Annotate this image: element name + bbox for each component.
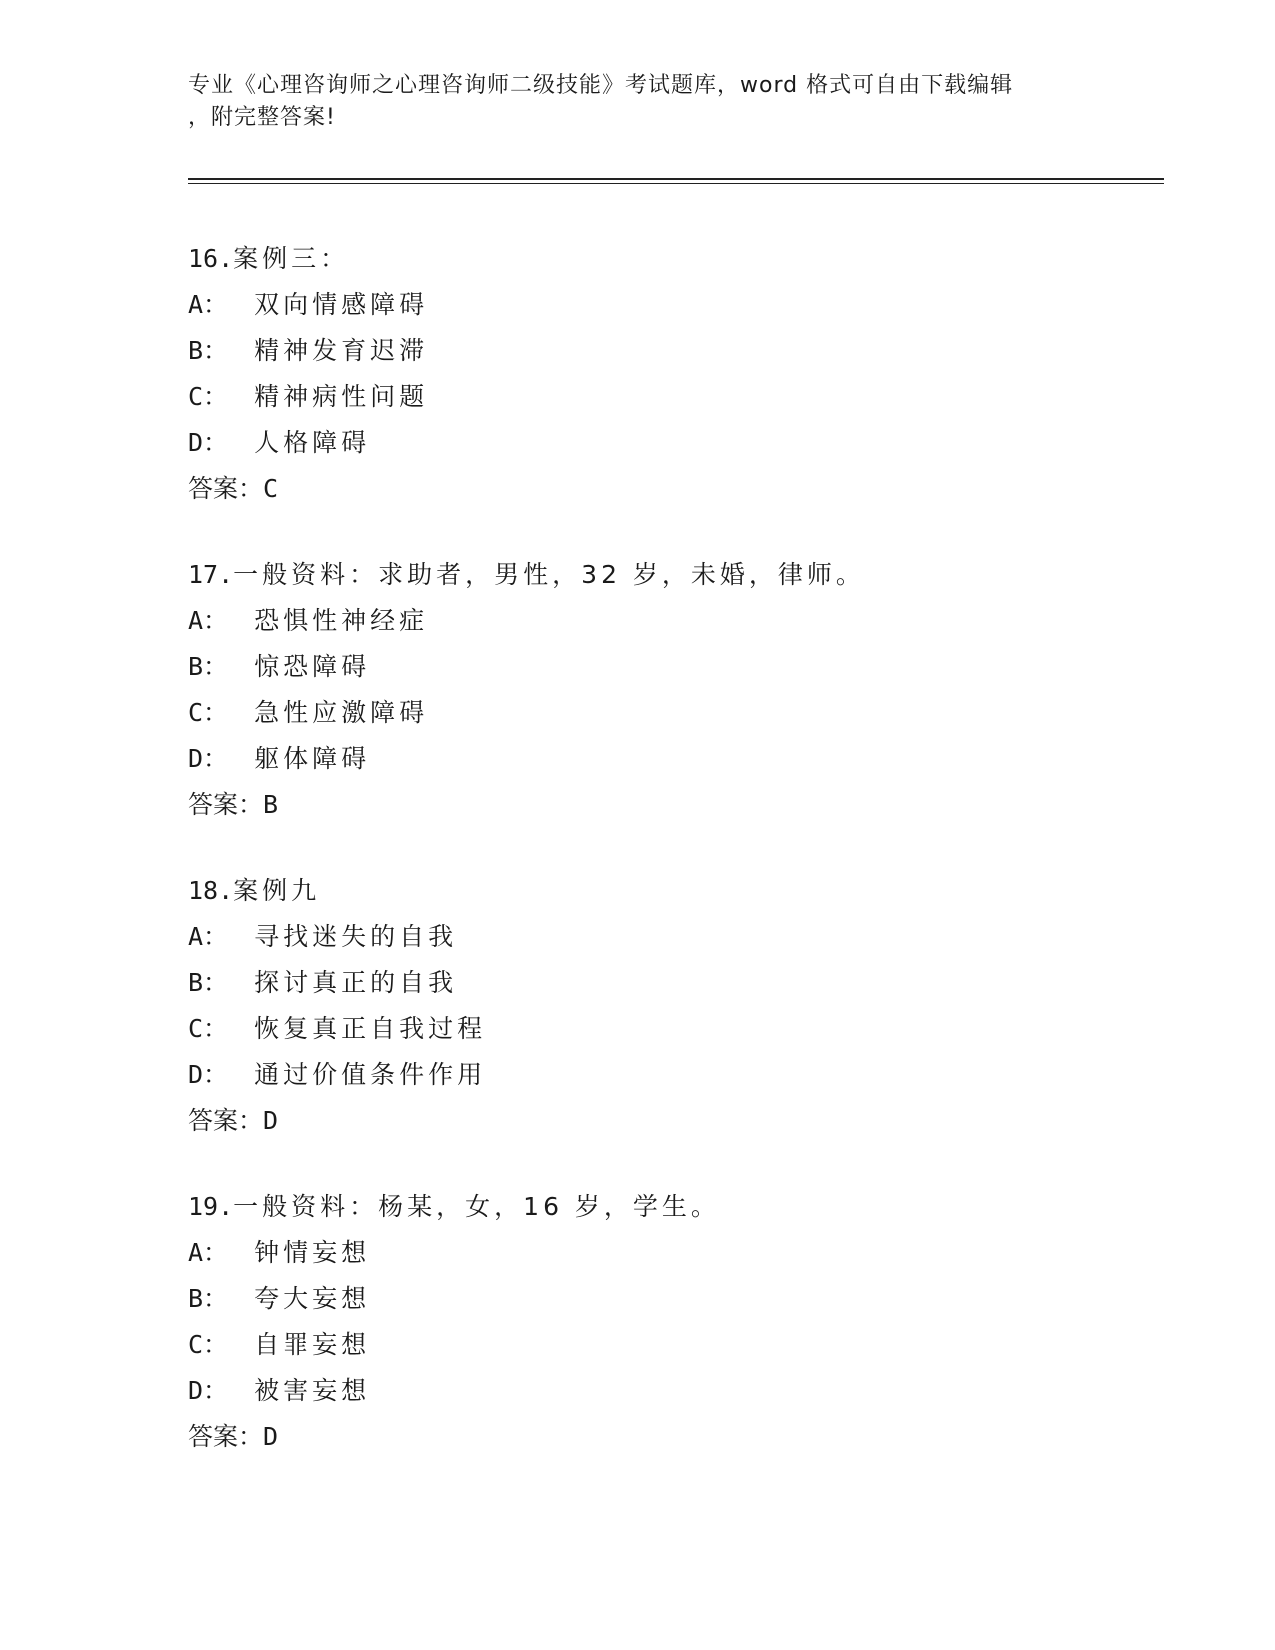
option-key: B： (188, 1284, 229, 1313)
option-text: 通过价值条件作用 (254, 1060, 487, 1089)
question-number: 16. (188, 244, 234, 273)
answer-label: 答案： (188, 790, 264, 819)
answer-value: C (263, 474, 279, 503)
option-key: D： (188, 744, 229, 773)
question-text: 一般资料：杨某，女，16 岁，学生。 (233, 1192, 720, 1221)
question-text: 案例三： (233, 244, 350, 273)
option-d (188, 1368, 1148, 1414)
answer-line (188, 1098, 1148, 1144)
header-line-2: ，附完整答案! (188, 105, 336, 130)
option-text: 被害妄想 (254, 1376, 371, 1405)
question-stem (188, 236, 1148, 282)
option-c (188, 374, 1148, 420)
answer-value: D (263, 1106, 279, 1135)
question-number: 17. (188, 560, 234, 589)
question-18 (188, 868, 1148, 1144)
option-text: 精神发育迟滞 (254, 336, 429, 365)
question-stem (188, 552, 1148, 598)
option-key: D： (188, 1376, 229, 1405)
option-text: 恢复真正自我过程 (254, 1014, 487, 1043)
option-key: A： (188, 290, 229, 319)
option-d (188, 420, 1148, 466)
question-list (188, 236, 1148, 1500)
option-text: 探讨真正的自我 (254, 968, 458, 997)
option-c (188, 1006, 1148, 1052)
option-text: 急性应激障碍 (254, 698, 429, 727)
option-text: 人格障碍 (254, 428, 371, 457)
option-key: B： (188, 652, 229, 681)
option-key: D： (188, 428, 229, 457)
option-text: 寻找迷失的自我 (254, 922, 458, 951)
option-b (188, 328, 1148, 374)
option-text: 精神病性问题 (254, 382, 429, 411)
option-b (188, 644, 1148, 690)
option-text: 夸大妄想 (254, 1284, 371, 1313)
option-b (188, 1276, 1148, 1322)
option-key: D： (188, 1060, 229, 1089)
option-key: B： (188, 968, 229, 997)
option-a (188, 1230, 1148, 1276)
option-text: 自罪妄想 (254, 1330, 371, 1359)
question-number: 18. (188, 876, 234, 905)
header-line-1: 专业《心理咨询师之心理咨询师二级技能》考试题库，word 格式可自由下载编辑 (188, 73, 1014, 98)
option-b (188, 960, 1148, 1006)
question-text: 一般资料：求助者，男性，32 岁，未婚，律师。 (233, 560, 865, 589)
option-text: 双向情感障碍 (254, 290, 429, 319)
answer-label: 答案： (188, 1422, 264, 1451)
answer-value: D (263, 1422, 279, 1451)
header-divider-thick (188, 178, 1164, 180)
question-text: 案例九 (233, 876, 321, 905)
option-key: A： (188, 922, 229, 951)
option-a (188, 598, 1148, 644)
option-key: C： (188, 1014, 229, 1043)
option-text: 恐惧性神经症 (254, 606, 429, 635)
option-c (188, 690, 1148, 736)
option-a (188, 282, 1148, 328)
option-d (188, 1052, 1148, 1098)
answer-label: 答案： (188, 1106, 264, 1135)
option-d (188, 736, 1148, 782)
answer-value: B (263, 790, 279, 819)
option-key: C： (188, 1330, 229, 1359)
question-stem (188, 1184, 1148, 1230)
question-19 (188, 1184, 1148, 1460)
option-text: 惊恐障碍 (254, 652, 371, 681)
option-a (188, 914, 1148, 960)
answer-line (188, 1414, 1148, 1460)
question-16 (188, 236, 1148, 512)
answer-label: 答案： (188, 474, 264, 503)
answer-line (188, 782, 1148, 828)
document-header (188, 70, 1088, 134)
option-key: C： (188, 382, 229, 411)
question-stem (188, 868, 1148, 914)
option-text: 躯体障碍 (254, 744, 371, 773)
option-key: A： (188, 1238, 229, 1267)
question-17 (188, 552, 1148, 828)
option-text: 钟情妄想 (254, 1238, 371, 1267)
answer-line (188, 466, 1148, 512)
option-key: C： (188, 698, 229, 727)
option-c (188, 1322, 1148, 1368)
option-key: A： (188, 606, 229, 635)
question-number: 19. (188, 1192, 234, 1221)
option-key: B： (188, 336, 229, 365)
header-divider-thin (188, 183, 1164, 184)
